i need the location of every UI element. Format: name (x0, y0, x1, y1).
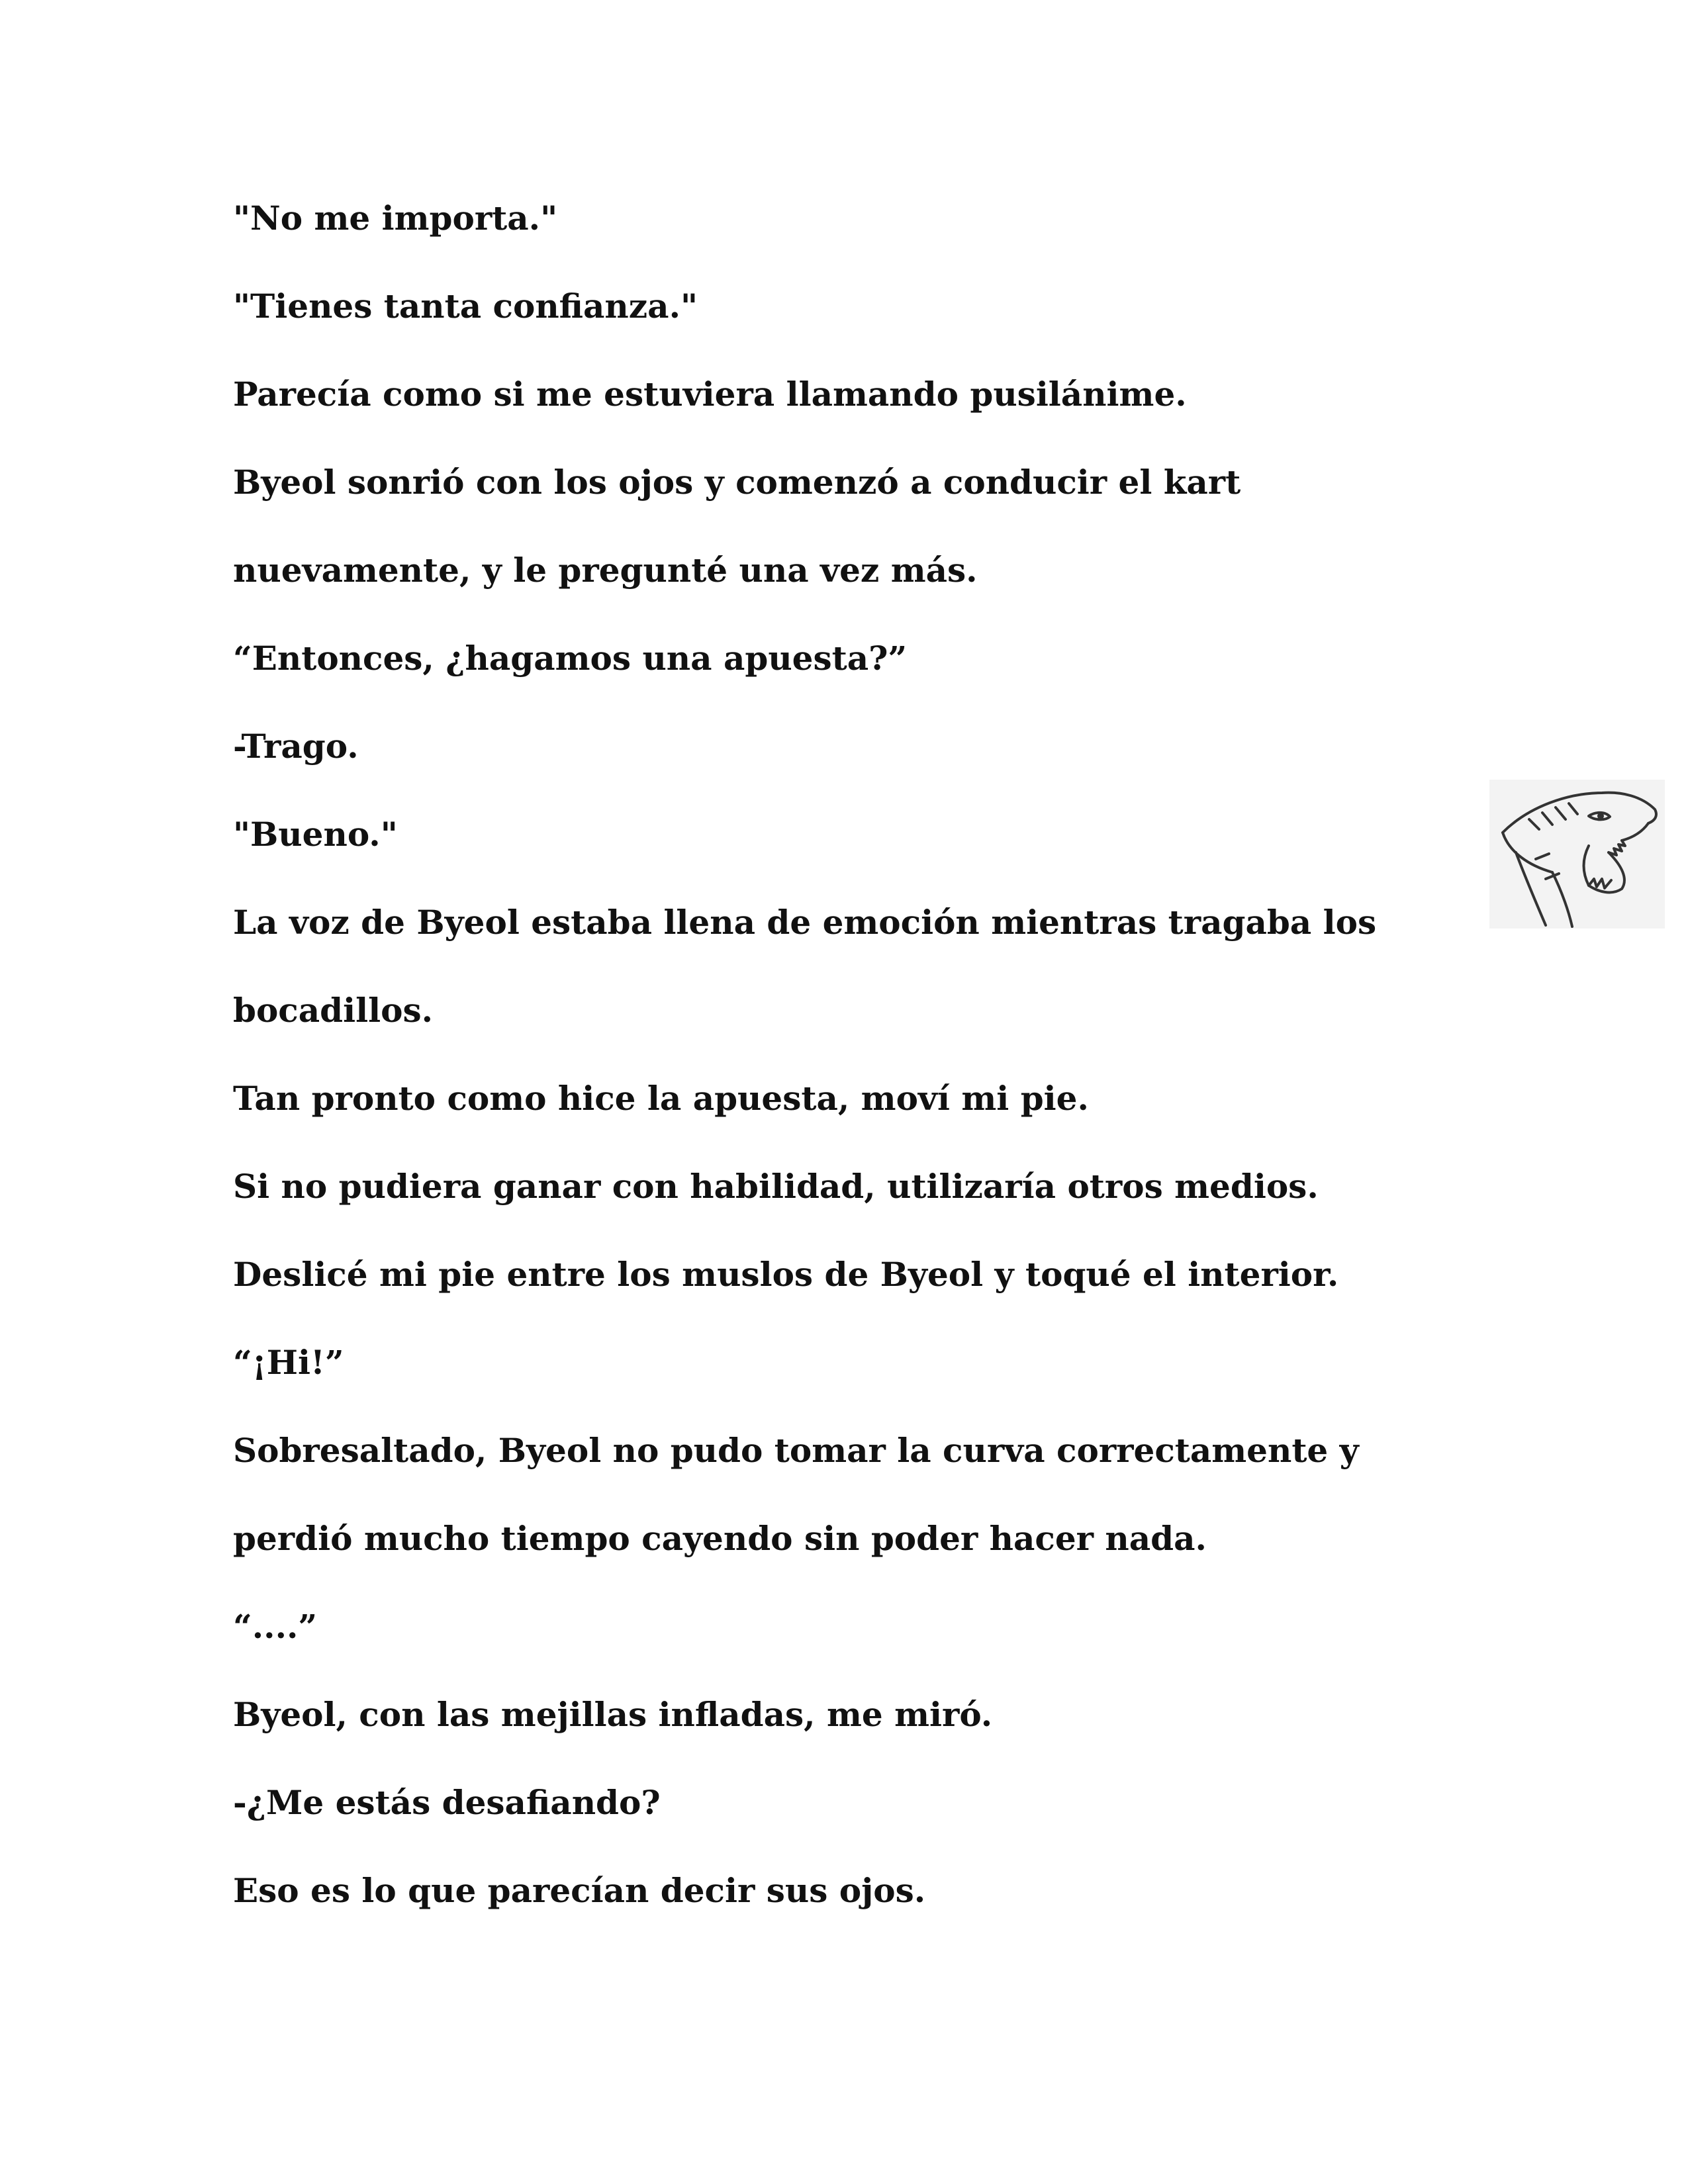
text-line: “Entonces, ¿hagamos una apuesta?” (233, 639, 908, 678)
text-line: Si no pudiera ganar con habilidad, utilizaría otros medios. (233, 1167, 1319, 1206)
text-line: -¿Me estás desafiando? (233, 1783, 661, 1822)
text-line: Eso es lo que parecían decir sus ojos. (233, 1871, 926, 1910)
text-line: Deslicé mi pie entre los muslos de Byeol y toqué el interior. (233, 1255, 1339, 1294)
text-line: La voz de Byeol estaba llena de emoción mientras tragaba los (233, 903, 1377, 942)
text-line: "Bueno." (233, 815, 398, 854)
text-line: -Trago. (233, 727, 359, 766)
text-line: "No me importa." (233, 199, 558, 238)
text-line: “¡Hi!” (233, 1343, 344, 1382)
body-text (233, 192, 1491, 1952)
text-line: “....” (233, 1607, 318, 1646)
text-line: Byeol, con las mejillas infladas, me miró. (233, 1695, 993, 1734)
text-line: Byeol sonrió con los ojos y comenzó a conducir el kart (233, 463, 1241, 502)
text-line: Sobresaltado, Byeol no pudo tomar la curva correctamente y (233, 1431, 1359, 1470)
text-line: perdió mucho tiempo cayendo sin poder hacer nada. (233, 1519, 1207, 1558)
text-line: nuevamente, y le pregunté una vez más. (233, 551, 978, 590)
text-line: "Tienes tanta confianza." (233, 287, 698, 326)
text-line: Parecía como si me estuviera llamando pusilánime. (233, 375, 1187, 414)
dinosaur-head-icon (1489, 780, 1665, 929)
text-line: Tan pronto como hice la apuesta, moví mi pie. (233, 1079, 1089, 1118)
text-line: bocadillos. (233, 991, 434, 1030)
